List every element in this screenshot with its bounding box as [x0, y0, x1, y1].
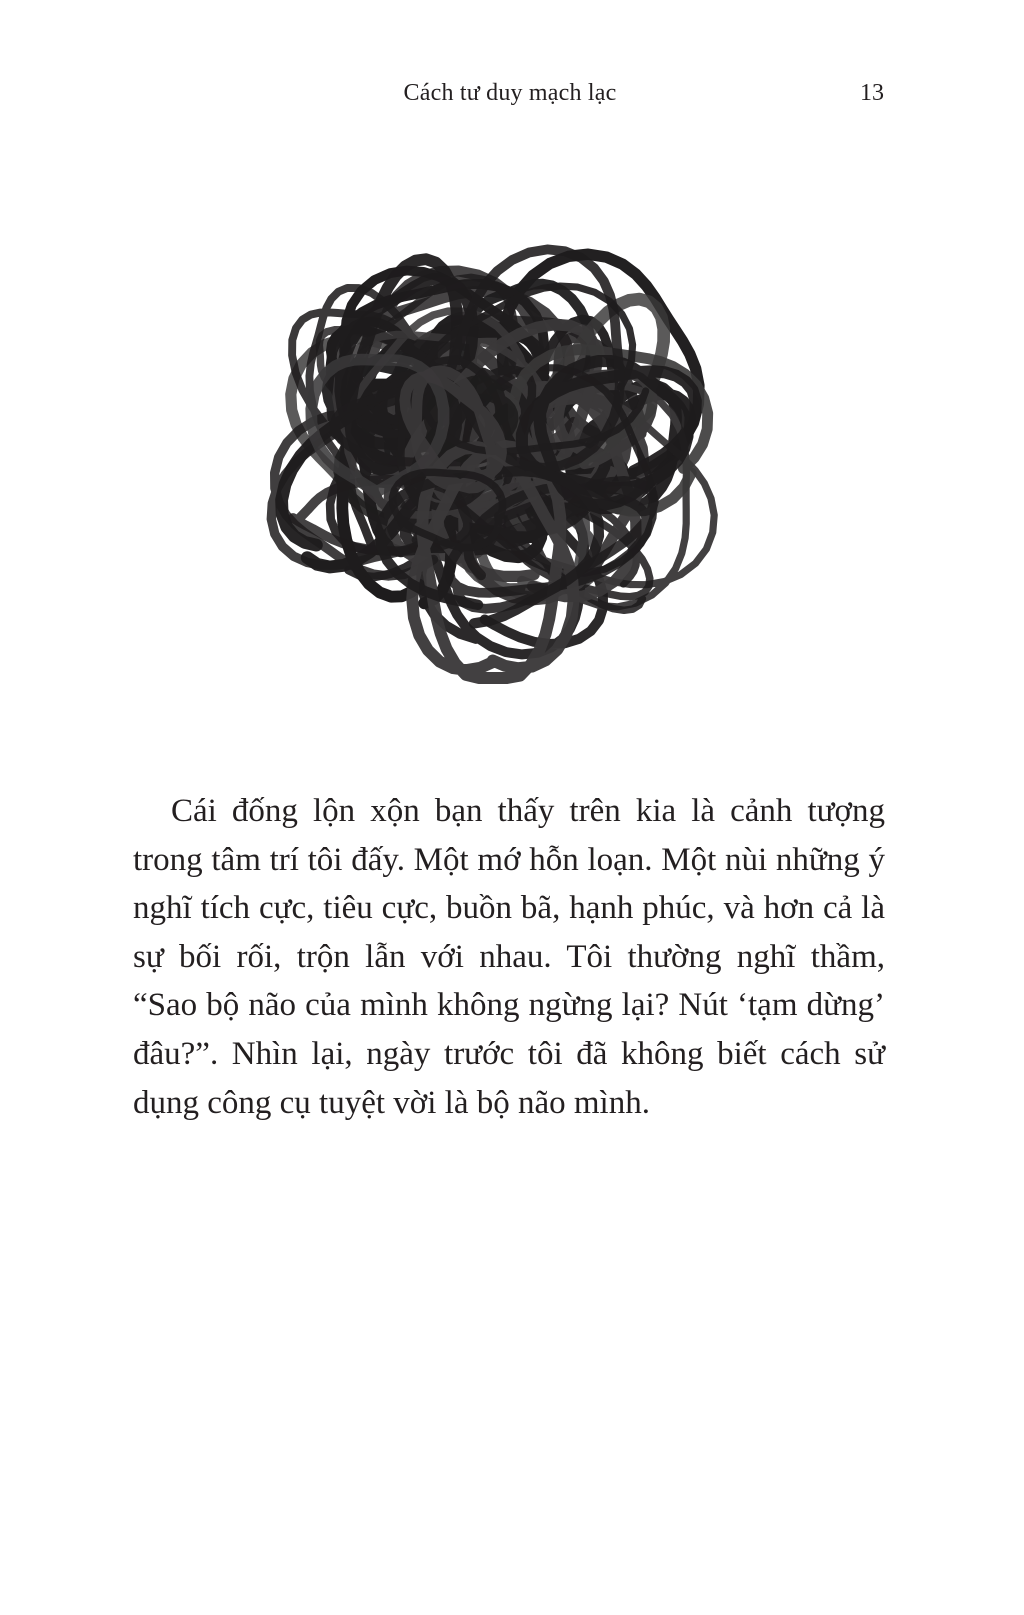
running-title: Cách tư duy mạch lạc: [403, 80, 617, 106]
page-number: 13: [860, 80, 884, 106]
running-head: [0, 74, 1024, 114]
body-paragraph: Cái đống lộn xộn bạn thấy trên kia là cảnh tượng trong tâm trí tôi đấy. Một mớ hỗn loạn. Một nùi những ý nghĩ tích cực, tiêu cực, buồn bã, hạnh phúc, và hơn cả là sự bối rối, trộn lẫn với nhau. Tôi thường nghĩ thầm, “Sao bộ não của mình không ngừng lại? Nút ‘tạm dừng’ đâu?”. Nhìn lại, ngày trước tôi đã không biết cách sử dụng công cụ tuyệt vời là bộ não mình.: [133, 793, 885, 1121]
tangled-scribble-icon: [240, 220, 760, 690]
tangled-scribble-illustration: [240, 220, 760, 690]
